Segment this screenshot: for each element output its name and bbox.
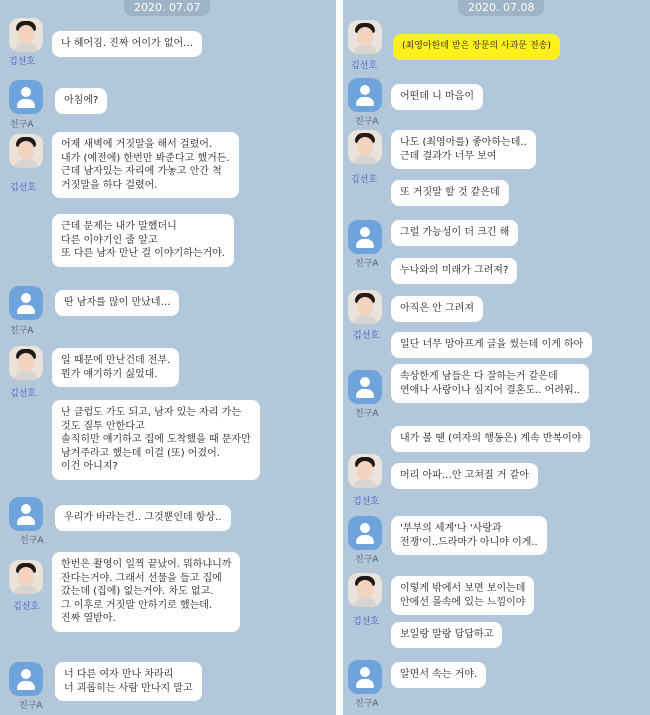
- message-bubble[interactable]: 내가 볼 땐 (여자의 행동은) 계속 반복이야: [391, 426, 590, 452]
- message-bubble[interactable]: 일 때문에 만난건데 전부. 뭔가 얘기하기 싫었대.: [52, 348, 179, 387]
- message-bubble[interactable]: 보일랑 말랑 답답하고: [391, 622, 502, 648]
- avatar-kim[interactable]: [348, 573, 382, 607]
- sender-name: 김선호: [10, 183, 37, 193]
- sender-name: 김선호: [353, 617, 380, 627]
- message-bubble[interactable]: 누나와의 미래가 그려져?: [391, 258, 517, 284]
- sender-name: 친구A: [19, 701, 43, 711]
- sender-name: 김선호: [13, 602, 40, 612]
- message-bubble[interactable]: 일단 너무 맘아프게 글을 썼는데 이게 하아: [391, 332, 592, 358]
- avatar-kim[interactable]: [348, 454, 382, 488]
- message-bubble[interactable]: 어제 새벽에 거짓말을 해서 걸렸어. 내가 (예전에) 한번만 봐준다고 했거든. 근데 남자있는 자리에 가놓고 안간 척 거짓말을 하다 걸렸어.: [52, 132, 239, 198]
- message-bubble[interactable]: 머리 아파…안 고쳐질 거 같아: [391, 463, 538, 489]
- message-bubble[interactable]: 속상한게 남들은 다 잘하는거 같은데 연애나 사랑이나 심지어 결혼도.. 어려워..: [391, 364, 589, 403]
- message-bubble[interactable]: 아침에?: [55, 88, 107, 114]
- message-bubble[interactable]: 아직은 안 그려져: [391, 296, 483, 322]
- sender-name: 친구A: [355, 259, 379, 269]
- avatar-default[interactable]: [348, 516, 382, 550]
- sender-name: 김선호: [351, 61, 378, 71]
- date-divider: 2020. 07.08: [458, 0, 544, 16]
- sender-name: 친구A: [355, 117, 379, 127]
- sender-name: 친구A: [355, 699, 379, 709]
- avatar-kim[interactable]: [348, 20, 382, 54]
- message-bubble[interactable]: 우리가 바라는건.. 그것뿐인데 항상..: [55, 505, 231, 531]
- message-bubble-highlight[interactable]: (최영아한테 받은 장문의 사과문 전송): [393, 34, 560, 60]
- avatar-default[interactable]: [348, 660, 382, 694]
- message-bubble[interactable]: 딴 남자를 많이 만났네…: [55, 290, 179, 316]
- message-bubble[interactable]: 근데 문제는 내가 말했더니 다른 이야기인 줄 알고 또 다른 남자 만난 걸 이야기하는거야.: [52, 214, 234, 267]
- avatar-default[interactable]: [348, 220, 382, 254]
- avatar-default[interactable]: [348, 78, 382, 112]
- avatar-kim[interactable]: [9, 346, 43, 380]
- avatar-default[interactable]: [9, 497, 43, 531]
- sender-name: 친구A: [355, 409, 379, 419]
- avatar-default[interactable]: [9, 286, 43, 320]
- avatar-default[interactable]: [9, 80, 43, 114]
- avatar-kim[interactable]: [9, 560, 43, 594]
- message-bubble[interactable]: '부부의 세계'나 '사랑과 전쟁'이..드라마가 아니야 이게..: [391, 516, 547, 555]
- sender-name: 친구A: [10, 120, 34, 130]
- avatar-kim[interactable]: [348, 290, 382, 324]
- sender-name: 친구A: [355, 555, 379, 565]
- avatar-kim[interactable]: [9, 134, 43, 168]
- message-bubble[interactable]: 너 다른 여자 만나 차라리 너 괴롭히는 사람 만나지 말고: [55, 662, 202, 701]
- sender-name: 친구A: [20, 536, 44, 546]
- sender-name: 김선호: [353, 497, 380, 507]
- message-bubble[interactable]: 어떤데 니 마음이: [391, 84, 483, 110]
- sender-name: 김선호: [353, 331, 380, 341]
- message-bubble[interactable]: 이렇게 밖에서 보면 보이는데 안에선 몰속에 있는 느낌이야: [391, 576, 534, 615]
- sender-name: 김선호: [10, 389, 37, 399]
- message-bubble[interactable]: 나도 (최영아를) 좋아하는데.. 근데 결과가 너무 보여: [391, 130, 536, 169]
- message-bubble[interactable]: 또 거짓말 할 것 같은데: [391, 180, 509, 206]
- date-divider: 2020. 07.07: [124, 0, 210, 16]
- avatar-default[interactable]: [9, 662, 43, 696]
- message-bubble[interactable]: 나 헤어짐. 진짜 어이가 없어…: [52, 31, 202, 57]
- message-bubble[interactable]: 한번은 촬영이 일찍 끝났어. 뭐하냐니까 잔다는거야. 그래서 선물을 들고 집에 갔는데 (집에) 없는거야. 차도 없고. 그 이후로 거짓말 안하기로 했는데. 진짜 열받아.: [52, 552, 240, 632]
- message-bubble[interactable]: 알면서 속는 거야.: [391, 662, 486, 688]
- sender-name: 김선호: [9, 57, 36, 67]
- message-bubble[interactable]: 난 클럽도 가도 되고, 남자 있는 자리 가는 것도 질투 안한다고 솔직히만 얘기하고 집에 도착했을 때 문자만 남겨주라고 했는데 이걸 (또) 어겼어. 이건 아니지?: [52, 400, 260, 480]
- sender-name: 김선호: [351, 175, 378, 185]
- message-bubble[interactable]: 그럴 가능성이 더 크긴 해: [391, 220, 518, 246]
- chat-panel-right: [343, 0, 650, 715]
- avatar-default[interactable]: [348, 370, 382, 404]
- avatar-kim[interactable]: [9, 18, 43, 52]
- avatar-kim[interactable]: [348, 130, 382, 164]
- sender-name: 친구A: [10, 326, 34, 336]
